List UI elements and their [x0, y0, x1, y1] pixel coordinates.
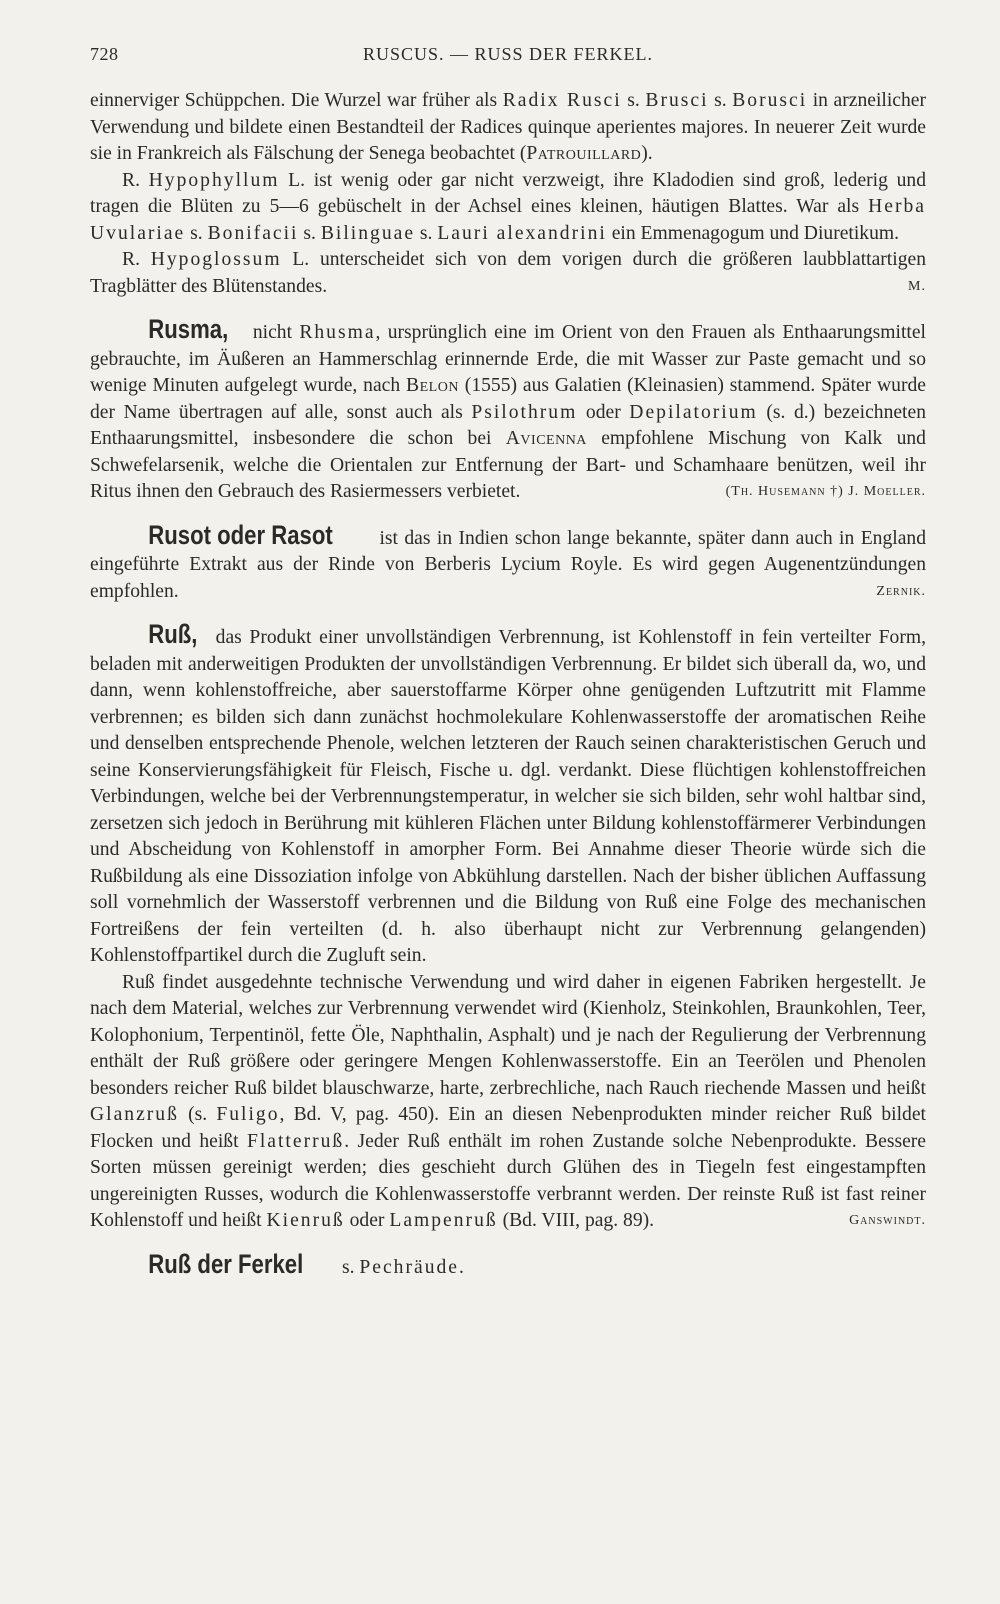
author-signature: (Th. Husemann †) J. Moeller. — [725, 484, 926, 499]
ruscus-paragraph-3: R. Hypoglossum L. unterscheidet sich von dem vorigen durch die größeren laubblattartigen Tragblätter des Blütenstandes. M. — [90, 247, 926, 300]
page-number: 728 — [90, 44, 119, 64]
cross-reference: Pechräude. — [359, 1256, 466, 1278]
author-signature: Zernik. — [876, 583, 926, 599]
lemma-heading: Ruß der Ferkel — [148, 1248, 304, 1279]
page-body — [90, 88, 926, 1281]
russ-paragraph-2: Ruß findet ausgedehnte technische Verwendung und wird daher in eigenen Fabriken hergestellt. Je nach dem Material, welches zur Verbrennung verwendet wird (Kienholz, Steinkohlen, Braunkohlen, Teer, Kolophonium, Terpentinöl, fette Öle, Naphthalin, Asphalt) und je nach der Regulierung der Verbrennung enthält der Ruß größere oder geringere Mengen Kohlenwasserstoffe. Ein an Teerölen und Phenolen besonders reicher Ruß bildet blauschwarze, harte, zerbrechliche, nach Rauch riechende Massen und heißt Glanzruß (s. Fuligo, Bd. V, pag. 450). Ein an diesen Nebenprodukten minder reicher Ruß bildet Flocken und heißt Flatterruß. Jeder Ruß enthält im rohen Zustande solche Nebenprodukte. Bessere Sorten müssen gereinigt werden; dies geschieht durch Glühen des in Tiegeln fest eingestampften ungereinigten Russes, wodurch die Kohlenwasserstoffe verbrannt werden. Der reinste Ruß ist fast reiner Kohlenstoff und heißt Kienruß oder Lampenruß (Bd. VIII, pag. 89). Ganswindt. — [90, 970, 926, 1235]
lemma-heading: Ruß, — [148, 619, 198, 649]
entry-russ-der-ferkel: Ruß der Ferkel s. Pechräude. — [90, 1251, 926, 1282]
page-header — [90, 44, 926, 70]
entry-rusot: Rusot oder Rasot ist das in Indien schon lange bekannte, später dann auch in England eingeführte Extrakt aus der Rinde von Berberis Lycium Royle. Es wird gegen Augenentzündungen empfohlen. Zernik. — [90, 522, 926, 606]
ruscus-paragraph-1: einnerviger Schüppchen. Die Wurzel war früher als Radix Rusci s. Brusci s. Borusci in arzneilicher Verwendung und bildete einen Bestandteil der Radices quinque aperientes majores. In neuerer Zeit wurde sie in Frankreich als Fälschung der Senega beobachtet (Patrouillard). — [90, 90, 926, 164]
entry-rusma: Rusma, nicht Rhusma, ursprünglich eine im Orient von den Frauen als Enthaarungsmittel gebrauchte, im Äußeren an Hammerschlag erinnernde Erde, die mit Wasser zur Paste gemacht und so wenige Minuten aufgelegt wurde, nach Belon (1555) aus Galatien (Kleinasien) stammend. Später wurde der Name übertragen auf alle, sonst auch als Psilothrum oder Depilatorium (s. d.) bezeichneten Enthaarungsmittel, insbesondere die schon bei Avicenna empfohlene Mischung von Kalk und Schwefelarsenik, welche die Orientalen zur Entfernung der Bart- und Schamhaare benützen, weil ihr Ritus ihnen den Gebrauch des Rasiermessers verbietet. (Th. Husemann †) J. Moeller. — [90, 316, 926, 506]
lemma-heading: Rusma, — [148, 314, 229, 344]
author-signature: Ganswindt. — [849, 1213, 926, 1228]
ruscus-paragraph-2: R. Hypophyllum L. ist wenig oder gar nicht verzweigt, ihre Kladodien sind groß, lederig und tragen die Blüten zu 5—6 gebüschelt in der Achsel eines kleinen, häutigen Blattes. War als Herba Uvulariae s. Bonifacii s. Bilinguae s. Lauri alexandrini ein Emmenagogum und Diuretikum. — [90, 169, 926, 244]
author-signature: M. — [908, 278, 926, 294]
lemma-heading: Rusot oder Rasot — [148, 519, 333, 550]
entry-russ: Ruß, das Produkt einer unvollständigen Verbrennung, ist Kohlenstoff in fein verteilter Form, beladen mit anderweitigen Produkten der unvollständigen Verbrennung. Er bildet sich überall da, wo, und dann, wenn kohlenstoffreiche, aber sauerstoffarme Körper ohne genügenden Luftzutritt mit Flamme verbrennen; es bilden sich dann zunächst hochmolekulare Kohlenwasserstoffe der aromatischen Reihe und denselben entsprechende Phenole, welchen letzteren der Rauch seinen charakteristischen Geruch und seine Konservierungsfähigkeit für Fleisch, Fische u. dgl. verdankt. Diese flüchtigen kohlenstoffreichen Verbindungen, welche bei der Verbrennungstemperatur, in welcher sie sich bilden, sehr wohl haltbar sind, zersetzen sich jedoch in Berührung mit kühleren Flächen unter Bildung kohlenstoffärmerer Verbindungen und Abscheidung von Kohlenstoff in amorpher Form. Bei Annahme dieser Theorie würde sich die Rußbildung als eine Dissoziation infolge von Abkühlung darstellen. Nach der bisher üblichen Auffassung soll vornehmlich der Wasserstoff verbrennen und die Bildung von Ruß eine Folge des mechanischen Fortreißens der fein verteilten (d. h. also überhaupt nicht zur Verbrennung gelangenden) Kohlenstoffpartikel durch die Zugluft sein. — [90, 619, 926, 966]
running-title: RUSCUS. — RUSS DER FERKEL. — [362, 44, 654, 64]
